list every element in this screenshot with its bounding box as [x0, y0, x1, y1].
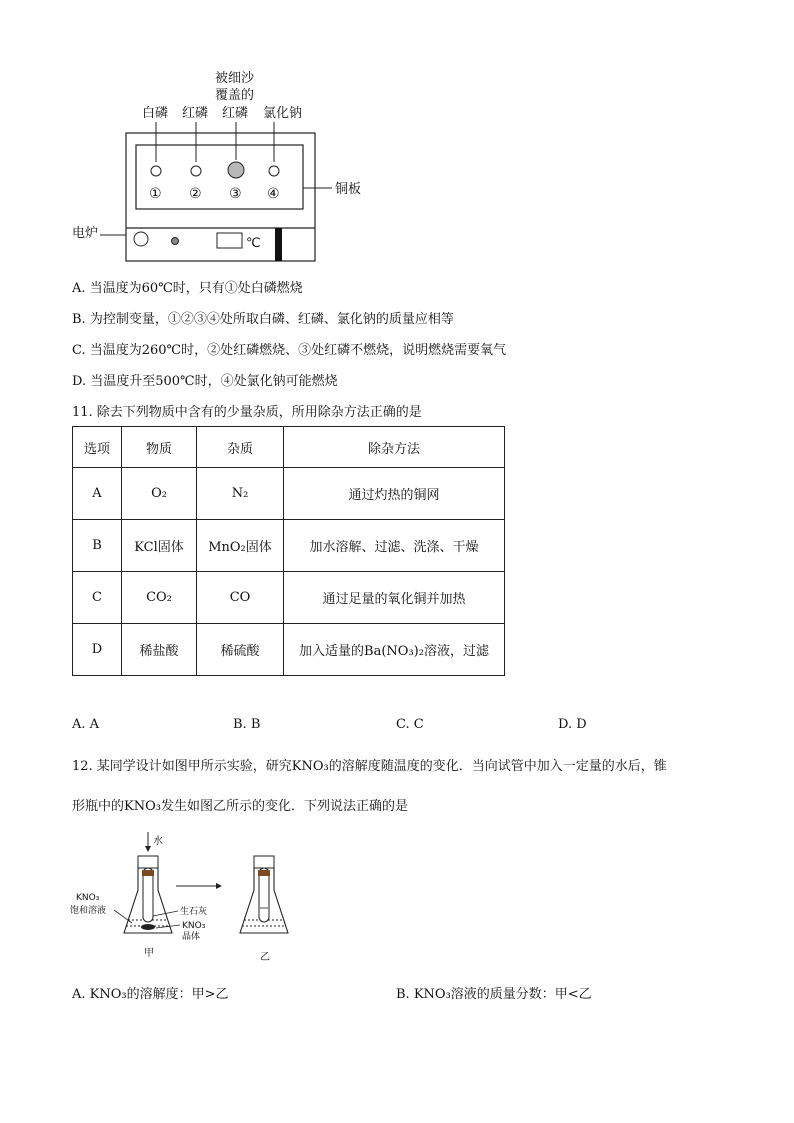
q10-option-a: A. 当温度为60℃时，只有①处白磷燃烧: [72, 281, 303, 296]
row-substance: O₂: [122, 468, 197, 520]
test-tube-jia: [143, 868, 153, 922]
table-row: [73, 572, 505, 624]
row-option: D: [73, 624, 122, 676]
crystal-label: 晶体: [182, 932, 201, 942]
table-header-row: [73, 427, 505, 468]
row-option: A: [73, 468, 122, 520]
kno3-label-left: KNO₃: [76, 893, 100, 903]
q12-option-a: A. KNO₃的溶解度：甲>乙: [72, 987, 229, 1002]
row-option: B: [73, 520, 122, 572]
q11-table: [72, 426, 505, 676]
indicator-light-icon: [172, 238, 179, 245]
row-method: 加入适量的Ba(NO₃)₂溶液，过滤: [284, 624, 505, 676]
q11-answer-b: B. B: [233, 717, 261, 732]
number-2: ②: [189, 186, 202, 202]
q11-answer-a: A. A: [72, 717, 100, 732]
sand-label-line2: 覆盖的: [215, 88, 255, 103]
sample-3-sand-covered: [228, 162, 244, 178]
table-row: [73, 468, 505, 520]
row-impurity: N₂: [197, 468, 284, 520]
q10-option-c: C. 当温度为260℃时，②处红磷燃烧、③处红磷不燃烧，说明燃烧需要氧气: [72, 343, 507, 358]
row-impurity: MnO₂固体: [197, 520, 284, 572]
header-option: 选项: [73, 427, 122, 468]
q12-stem-line2: 形瓶中的KNO₃发生如图乙所示的变化．下列说法正确的是: [72, 799, 408, 814]
kno3-experiment-figure: [66, 828, 306, 968]
number-4: ④: [267, 186, 280, 202]
q11-answer-c: C. C: [396, 717, 424, 732]
q12-stem-line1: 12. 某同学设计如图甲所示实验，研究KNO₃的溶解度随温度的变化．当向试管中加入一定量的水后，锥: [72, 759, 667, 774]
q11-answer-d: D. D: [558, 717, 587, 732]
q10-option-b: B. 为控制变量，①②③④处所取白磷、红磷、氯化钠的质量应相等: [72, 312, 454, 327]
label-white-phosphorus: 白磷: [142, 106, 169, 121]
water-label: 水: [153, 836, 163, 847]
combustion-experiment-figure: [60, 66, 390, 266]
row-method: 加水溶解、过滤、洗涤、干燥: [284, 520, 505, 572]
row-substance: CO₂: [122, 572, 197, 624]
row-impurity: 稀硫酸: [197, 624, 284, 676]
stove-label: 电炉: [72, 226, 99, 241]
quicklime-label: 生石灰: [180, 907, 208, 917]
q12-option-b: B. KNO₃溶液的质量分数：甲<乙: [396, 987, 592, 1002]
test-tube-yi: [259, 868, 269, 922]
sand-label-line1: 被细沙: [215, 71, 255, 86]
row-method: 通过灼热的铜网: [284, 468, 505, 520]
number-1: ①: [149, 186, 162, 202]
table-row: [73, 624, 505, 676]
sample-2: [191, 166, 201, 176]
kno3-crystal-label: KNO₃: [182, 921, 206, 931]
knob-icon: [134, 232, 148, 246]
row-option: C: [73, 572, 122, 624]
row-impurity: CO: [197, 572, 284, 624]
header-impurity: 杂质: [197, 427, 284, 468]
header-method: 除杂方法: [284, 427, 505, 468]
sample-4: [269, 166, 279, 176]
jia-label: 甲: [144, 948, 154, 959]
copper-plate-label: 铜板: [335, 182, 362, 197]
q10-option-d: D. 当温度升至500℃时，④处氯化钠可能燃烧: [72, 374, 338, 389]
label-sodium-chloride: 氯化钠: [263, 106, 303, 121]
label-red-phosphorus-2: 红磷: [222, 106, 249, 121]
sample-1: [151, 166, 161, 176]
temperature-display: [217, 233, 242, 248]
header-substance: 物质: [122, 427, 197, 468]
number-3: ③: [229, 186, 242, 202]
label-red-phosphorus-1: 红磷: [182, 106, 209, 121]
yi-label: 乙: [260, 952, 270, 963]
saturated-solution-label: 饱和溶液: [70, 906, 107, 916]
row-substance: 稀盐酸: [122, 624, 197, 676]
q11-stem: 11. 除去下列物质中含有的少量杂质，所用除杂方法正确的是: [72, 405, 422, 420]
row-method: 通过足量的氧化铜并加热: [284, 572, 505, 624]
row-substance: KCl固体: [122, 520, 197, 572]
table-row: [73, 520, 505, 572]
temperature-unit: ℃: [246, 236, 261, 251]
switch-bar: [275, 228, 282, 261]
